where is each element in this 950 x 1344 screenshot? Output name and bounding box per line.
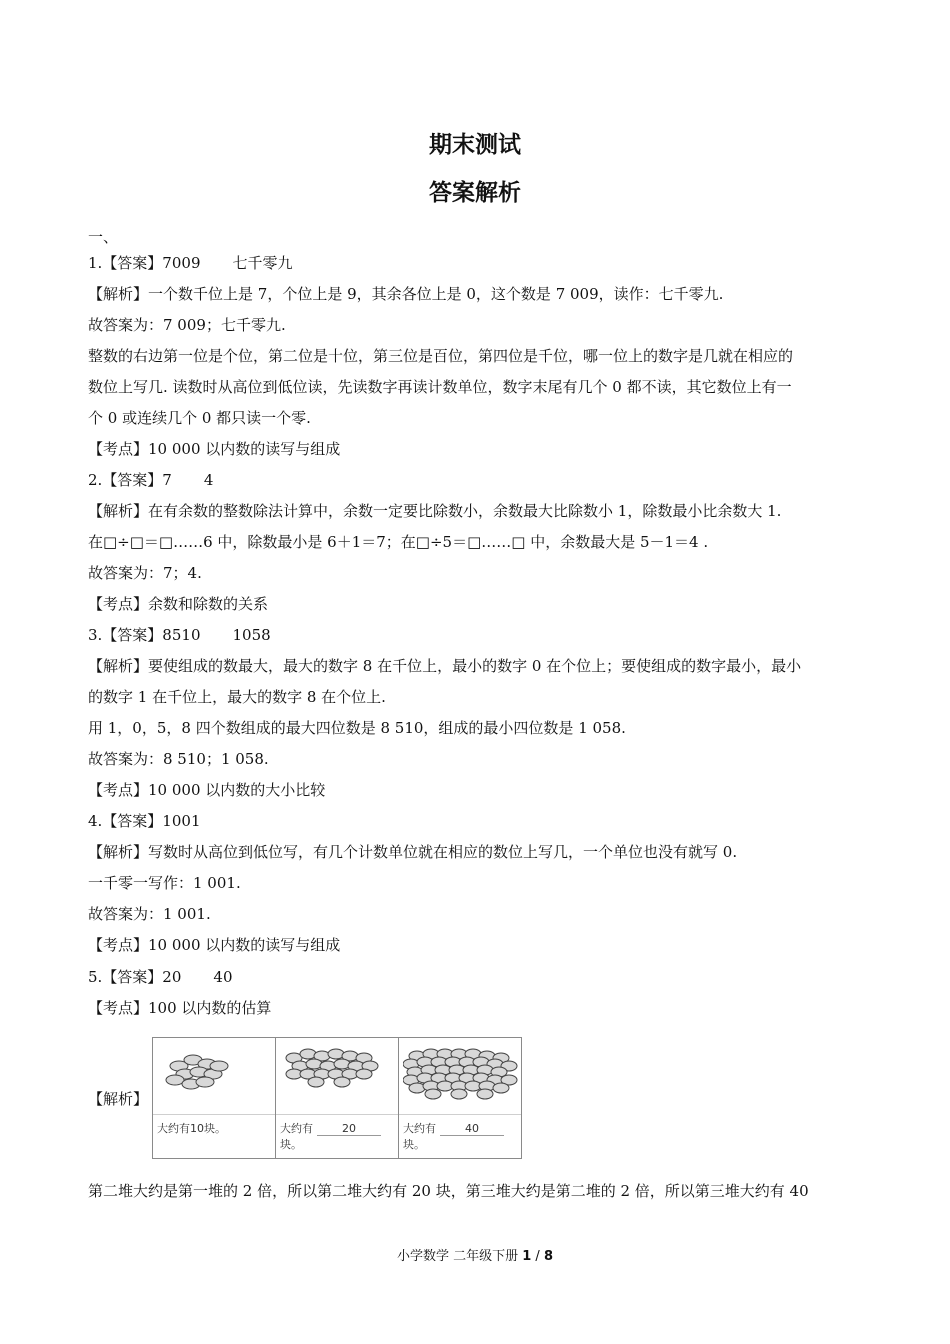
page-footer: 小学数学 二年级下册 1 / 8 (396, 1249, 553, 1264)
pile-caption-1: 大约有10块。 (157, 1122, 226, 1135)
q4-topic: 【考点】10 000 以内数的读写与组成 (88, 936, 341, 954)
q1-answer: 1.【答案】7009 七千零九 (88, 254, 293, 272)
q2-answer: 2.【答案】7 4 (88, 471, 214, 489)
q1-note-3: 个 0 或连续几个 0 都只读一个零. (88, 409, 311, 427)
pile-cell-2 (276, 1038, 399, 1158)
q1-analysis: 【解析】一个数千位上是 7，个位上是 9，其余各位上是 0，这个数是 7 009，读作：七千零九. (88, 285, 724, 303)
q3-topic: 【考点】10 000 以内数的大小比较 (88, 781, 326, 799)
q3-result: 故答案为：8 510；1 058. (88, 750, 269, 768)
q5-topic: 【考点】100 以内数的估算 (88, 999, 272, 1017)
pile-cell-1 (153, 1038, 276, 1158)
pile-cell-3 (399, 1038, 521, 1158)
q4-answer: 4.【答案】1001 (88, 812, 201, 830)
q3-analysis-3: 用 1，0，5，8 四个数组成的最大四位数是 8 510，组成的最小四位数是 1 058. (88, 719, 626, 737)
q1-note-1: 整数的右边第一位是个位，第二位是十位，第三位是百位，第四位是千位，哪一位上的数字是几就在相应的 (88, 347, 794, 365)
q2-analysis-2: 在□÷□＝□……6 中，除数最小是 6＋1＝7；在□÷5＝□……□ 中，余数最大是 5－1＝4 . (88, 533, 709, 551)
q2-analysis: 【解析】在有余数的整数除法计算中，余数一定要比除数小，余数最大比除数小 1，除数最小比余数大 1. (88, 502, 782, 520)
pile-caption-3: 大约有 40块。 (403, 1120, 521, 1152)
q4-result: 故答案为：1 001. (88, 905, 211, 923)
q1-note-2: 数位上写几. 读数时从高位到低位读，先读数字再读计数单位，数字末尾有几个 0 都不读，其它数位上有一 (88, 378, 792, 396)
q5-analysis-label: 【解析】 (88, 1090, 149, 1108)
q3-analysis-1: 【解析】要使组成的数最大，最大的数字 8 在千位上，最小的数字 0 在个位上；要使组成的数字最小，最小 (88, 657, 802, 675)
candy-pile-small (157, 1044, 267, 1110)
page-subtitle: 答案解析 (429, 180, 521, 206)
section-label: 一、 (88, 228, 119, 246)
candy-pile-medium (280, 1044, 398, 1110)
q1-result: 故答案为：7 009；七千零九. (88, 316, 286, 334)
q2-topic: 【考点】余数和除数的关系 (88, 595, 269, 613)
candy-pile-figure (152, 1037, 522, 1159)
page-title: 期末测试 (429, 132, 521, 158)
q1-topic: 【考点】10 000 以内数的读写与组成 (88, 440, 341, 458)
q3-analysis-2: 的数字 1 在千位上，最大的数字 8 在个位上. (88, 688, 386, 706)
q5-answer: 5.【答案】20 40 (88, 968, 233, 986)
q4-analysis-2: 一千零一写作：1 001. (88, 874, 241, 892)
q5-explanation: 第二堆大约是第一堆的 2 倍，所以第二堆大约有 20 块，第三堆大约是第二堆的 2 倍，所以第三堆大约有 40 (88, 1182, 809, 1200)
q4-analysis: 【解析】写数时从高位到低位写，有几个计数单位就在相应的数位上写几，一个单位也没有就写 0. (88, 843, 738, 861)
candy-pile-large (403, 1044, 521, 1110)
q2-result: 故答案为：7；4. (88, 564, 202, 582)
pile-caption-2: 大约有 20 块。 (280, 1120, 385, 1152)
q3-answer: 3.【答案】8510 1058 (88, 626, 271, 644)
